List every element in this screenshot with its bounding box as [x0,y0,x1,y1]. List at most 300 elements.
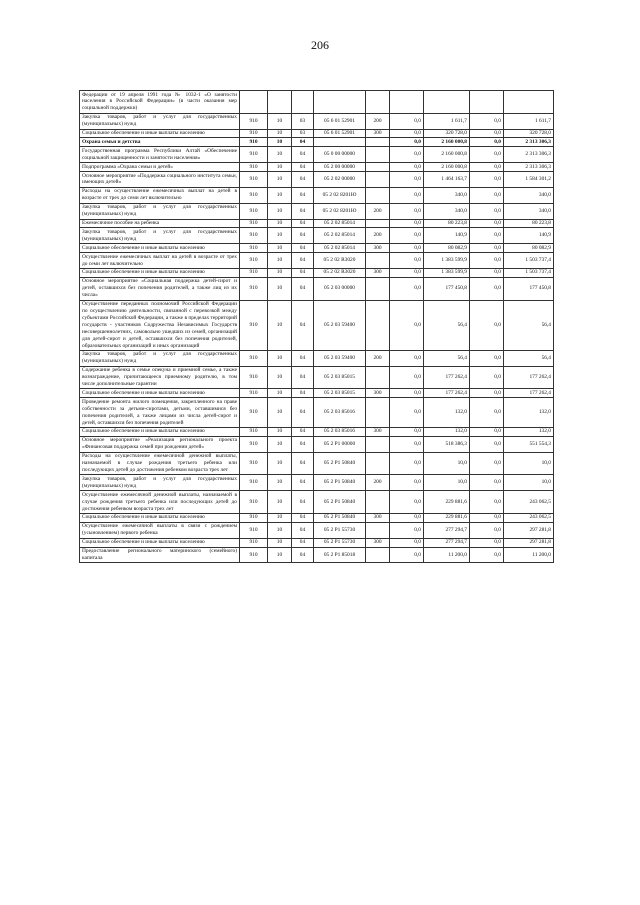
cell-ministry-code: 910 [240,244,268,253]
cell-amount-1: 0,0 [390,300,424,350]
cell-expense-type [366,522,390,538]
cell-target-article: 05 2 03 00000 [314,277,366,300]
cell-ministry-code: 910 [240,163,268,172]
cell-expense-type: 200 [366,203,390,219]
table-row [80,475,554,491]
cell-ministry-code: 910 [240,491,268,514]
cell-amount-2: 56,4 [424,350,470,366]
cell-name: Основное мероприятие «Социальная поддержка детей-сирот и детей, оставшихся без попечения родителей, а также лиц из их числа» [80,277,240,300]
table-row [80,398,554,428]
cell-amount-2: 132,0 [424,427,470,436]
cell-amount-2: 340,0 [424,203,470,219]
cell-subsection-code: 04 [292,172,314,188]
table-row [80,300,554,350]
cell-ministry-code: 910 [240,547,268,563]
table-row [80,163,554,172]
cell-amount-2: 340,0 [424,187,470,203]
cell-amount-3: 0,0 [470,277,504,300]
cell-subsection-code: 04 [292,522,314,538]
cell-amount-1: 0,0 [390,427,424,436]
cell-target-article: 05 2 02 85014 [314,228,366,244]
cell-target-article: 05 2 P1 50840 [314,491,366,514]
cell-expense-type [366,452,390,475]
cell-ministry-code: 910 [240,475,268,491]
cell-name: Федерации от 19 апреля 1991 года № 1032-1 «О занятости населения в Российской Федерации» (в части оказания мер социальной поддержки) [80,91,240,114]
table-row [80,113,554,129]
table-row [80,253,554,269]
table-row [80,436,554,452]
cell-ministry-code: 910 [240,277,268,300]
cell-amount-1: 0,0 [390,138,424,147]
table-row [80,172,554,188]
table-row [80,513,554,522]
cell-ministry-code: 910 [240,366,268,389]
cell-subsection-code: 04 [292,350,314,366]
cell-amount-4: 10,0 [504,452,554,475]
cell-expense-type: 300 [366,389,390,398]
table-row [80,366,554,389]
cell-amount-2: 229 881,6 [424,513,470,522]
cell-amount-3: 0,0 [470,475,504,491]
cell-target-article: 05 6 01 52901 [314,113,366,129]
cell-amount-3: 0,0 [470,398,504,428]
cell-amount-2: 80 082,9 [424,244,470,253]
cell-amount-1: 0,0 [390,350,424,366]
cell-section-code: 10 [268,203,292,219]
cell-subsection-code: 03 [292,129,314,138]
cell-amount-3: 0,0 [470,389,504,398]
cell-subsection-code: 04 [292,268,314,277]
cell-amount-3: 0,0 [470,350,504,366]
cell-section-code: 10 [268,147,292,163]
cell-ministry-code: 910 [240,452,268,475]
cell-expense-type: 200 [366,113,390,129]
cell-amount-3: 0,0 [470,547,504,563]
cell-section-code: 10 [268,452,292,475]
cell-name: Предоставление регионального материнского (семейного) капитала [80,547,240,563]
cell-amount-1: 0,0 [390,475,424,491]
cell-ministry-code: 910 [240,228,268,244]
cell-expense-type [366,219,390,228]
cell-ministry-code: 910 [240,147,268,163]
cell-section-code: 10 [268,228,292,244]
cell-amount-4: 10,0 [504,475,554,491]
table-row [80,228,554,244]
cell-amount-2 [424,91,470,114]
cell-amount-1: 0,0 [390,244,424,253]
cell-name: Государственная программа Республики Алтай «Обеспечение социальной защищенности и занятости населения» [80,147,240,163]
cell-amount-2: 132,0 [424,398,470,428]
cell-amount-2: 1 383 599,9 [424,268,470,277]
cell-ministry-code: 910 [240,350,268,366]
cell-target-article: 05 2 03 59400 [314,350,366,366]
cell-subsection-code: 04 [292,219,314,228]
cell-section-code: 10 [268,436,292,452]
cell-amount-3: 0,0 [470,491,504,514]
cell-amount-1: 0,0 [390,113,424,129]
cell-subsection-code: 04 [292,187,314,203]
cell-name: Проведение ремонта жилого помещения, закрепленного на праве собственности за детьми-сиротами, детьми, оставшимися без попечения родителей, а также лицами из числа детей-сирот и детей, оставшихся без попечения родителей [80,398,240,428]
cell-amount-2: 2 160 000,8 [424,138,470,147]
cell-amount-4: 177 262,4 [504,389,554,398]
cell-subsection-code: 04 [292,436,314,452]
cell-name: Расходы на осуществление ежемесячной денежной выплаты, назначаемой в случае рождения третьего ребенка или последующих детей до достижения ребенком возраста трех лет [80,452,240,475]
cell-section-code: 10 [268,129,292,138]
cell-amount-1: 0,0 [390,277,424,300]
cell-amount-1: 0,0 [390,491,424,514]
cell-amount-1 [390,91,424,114]
cell-amount-1: 0,0 [390,203,424,219]
cell-section-code: 10 [268,138,292,147]
cell-subsection-code: 04 [292,547,314,563]
table-row [80,187,554,203]
cell-target-article: 05 2 03 59400 [314,300,366,350]
cell-section-code: 10 [268,113,292,129]
cell-amount-1: 0,0 [390,228,424,244]
cell-section-code: 10 [268,244,292,253]
cell-expense-type [366,366,390,389]
cell-amount-4: 320 728,0 [504,129,554,138]
cell-amount-1: 0,0 [390,398,424,428]
cell-amount-4: 1 503 737,4 [504,253,554,269]
cell-subsection-code: 04 [292,228,314,244]
cell-amount-1: 0,0 [390,187,424,203]
cell-expense-type [366,398,390,428]
cell-expense-type [366,491,390,514]
cell-subsection-code: 04 [292,163,314,172]
cell-subsection-code: 04 [292,138,314,147]
cell-ministry-code: 910 [240,427,268,436]
cell-subsection-code: 04 [292,491,314,514]
table-row [80,277,554,300]
cell-amount-1: 0,0 [390,219,424,228]
cell-section-code: 10 [268,163,292,172]
cell-expense-type [366,172,390,188]
cell-subsection-code: 04 [292,277,314,300]
cell-expense-type [366,91,390,114]
cell-section-code: 10 [268,277,292,300]
cell-amount-3: 0,0 [470,244,504,253]
cell-amount-2: 1 383 599,9 [424,253,470,269]
table-row [80,522,554,538]
cell-section-code: 10 [268,187,292,203]
cell-amount-2: 56,4 [424,300,470,350]
cell-subsection-code [292,91,314,114]
cell-name: Охрана семьи и детства [80,138,240,147]
cell-amount-4: 2 313 306,3 [504,163,554,172]
cell-subsection-code: 04 [292,398,314,428]
cell-name: Осуществление переданных полномочий Российской Федерации по осуществлению деятельности, связанной с перевозкой между субъектами Российской Федерации, а также в пределах территорий государств - участников Содружества Независимых Государств несовершеннолетних, самовольно ушедших из семей, организаций для детей-сирот и детей, оставшихся без попечения родителей, образовательных организаций и иных организаций [80,300,240,350]
table-row [80,452,554,475]
cell-ministry-code [240,91,268,114]
cell-target-article: 05 2 03 85015 [314,366,366,389]
cell-subsection-code: 03 [292,113,314,129]
cell-target-article: 05 2 P1 55730 [314,538,366,547]
cell-amount-4: 140,9 [504,228,554,244]
cell-expense-type: 300 [366,129,390,138]
cell-ministry-code: 910 [240,113,268,129]
cell-name: Осуществление ежемесячной выплаты в связи с рождением (усыновлением) первого ребенка [80,522,240,538]
table-row [80,129,554,138]
cell-amount-3: 0,0 [470,219,504,228]
cell-section-code: 10 [268,300,292,350]
cell-amount-4: 297 281,8 [504,538,554,547]
cell-amount-2: 177 262,4 [424,366,470,389]
cell-amount-3: 0,0 [470,113,504,129]
cell-expense-type [366,547,390,563]
cell-amount-4: 340,0 [504,187,554,203]
cell-amount-2: 140,9 [424,228,470,244]
cell-target-article: 05 2 P1 00000 [314,436,366,452]
cell-target-article: 05 2 03 85016 [314,398,366,428]
cell-subsection-code: 04 [292,253,314,269]
cell-amount-4: 177 450,8 [504,277,554,300]
cell-amount-1: 0,0 [390,538,424,547]
cell-name: Социальное обеспечение и иные выплаты населению [80,538,240,547]
cell-expense-type [366,277,390,300]
cell-section-code: 10 [268,253,292,269]
cell-ministry-code: 910 [240,129,268,138]
cell-target-article: 05 2 02 R3020 [314,268,366,277]
cell-amount-1: 0,0 [390,389,424,398]
cell-amount-2: 2 160 000,8 [424,163,470,172]
cell-section-code: 10 [268,268,292,277]
cell-name: Основное мероприятие «Реализация регионального проекта «Финансовая поддержка семей при рождении детей» [80,436,240,452]
cell-name: Осуществление ежемесячных выплат на детей в возрасте от трех до семи лет включительно [80,253,240,269]
cell-amount-1: 0,0 [390,163,424,172]
cell-amount-1: 0,0 [390,436,424,452]
cell-section-code: 10 [268,522,292,538]
cell-ministry-code: 910 [240,187,268,203]
cell-target-article [314,138,366,147]
cell-section-code [268,91,292,114]
cell-target-article: 05 2 03 85015 [314,389,366,398]
cell-target-article: 05 2 P1 85018 [314,547,366,563]
cell-section-code: 10 [268,389,292,398]
cell-name: Закупка товаров, работ и услуг для государственных (муниципальных) нужд [80,228,240,244]
cell-amount-3: 0,0 [470,172,504,188]
table-row [80,147,554,163]
cell-name: Закупка товаров, работ и услуг для государственных (муниципальных) нужд [80,203,240,219]
cell-amount-1: 0,0 [390,366,424,389]
cell-amount-3: 0,0 [470,268,504,277]
cell-target-article [314,91,366,114]
cell-ministry-code: 910 [240,300,268,350]
cell-amount-3: 0,0 [470,228,504,244]
table-row [80,547,554,563]
cell-expense-type [366,187,390,203]
cell-subsection-code: 04 [292,452,314,475]
cell-ministry-code: 910 [240,436,268,452]
cell-section-code: 10 [268,475,292,491]
cell-expense-type [366,253,390,269]
cell-name: Закупка товаров, работ и услуг для государственных (муниципальных) нужд [80,113,240,129]
cell-section-code: 10 [268,513,292,522]
cell-subsection-code: 04 [292,203,314,219]
cell-subsection-code: 04 [292,389,314,398]
cell-amount-1: 0,0 [390,547,424,563]
cell-amount-4: 2 313 306,3 [504,138,554,147]
cell-amount-3: 0,0 [470,538,504,547]
cell-amount-3: 0,0 [470,452,504,475]
table-row [80,350,554,366]
cell-subsection-code: 04 [292,300,314,350]
table-body [80,91,554,563]
cell-amount-4: 2 313 306,3 [504,147,554,163]
budget-table [79,90,554,563]
cell-ministry-code: 910 [240,522,268,538]
page-number: 206 [311,38,329,52]
cell-amount-1: 0,0 [390,452,424,475]
cell-amount-3: 0,0 [470,187,504,203]
cell-amount-1: 0,0 [390,522,424,538]
cell-amount-4: 1 584 301,2 [504,172,554,188]
cell-amount-3: 0,0 [470,366,504,389]
table-row [80,219,554,228]
cell-amount-4 [504,91,554,114]
cell-amount-3: 0,0 [470,129,504,138]
table-row [80,491,554,514]
cell-name: Социальное обеспечение и иные выплаты населению [80,268,240,277]
table-row [80,91,554,114]
cell-expense-type [366,163,390,172]
cell-target-article: 05 2 02 85014 [314,244,366,253]
cell-ministry-code: 910 [240,389,268,398]
cell-name: Социальное обеспечение и иные выплаты населению [80,244,240,253]
cell-ministry-code: 910 [240,138,268,147]
cell-amount-3: 0,0 [470,203,504,219]
cell-amount-3: 0,0 [470,513,504,522]
cell-amount-2: 177 262,4 [424,389,470,398]
cell-amount-3: 0,0 [470,427,504,436]
cell-section-code: 10 [268,491,292,514]
cell-amount-1: 0,0 [390,172,424,188]
cell-ministry-code: 910 [240,538,268,547]
cell-subsection-code: 04 [292,147,314,163]
cell-expense-type [366,436,390,452]
cell-amount-3: 0,0 [470,522,504,538]
cell-expense-type: 300 [366,538,390,547]
cell-section-code: 10 [268,366,292,389]
cell-name: Закупка товаров, работ и услуг для государственных (муниципальных) нужд [80,475,240,491]
cell-amount-2: 10,0 [424,475,470,491]
cell-amount-2: 518 386,3 [424,436,470,452]
cell-amount-3: 0,0 [470,300,504,350]
cell-target-article: 05 2 02 85014 [314,219,366,228]
cell-section-code: 10 [268,350,292,366]
table-row [80,427,554,436]
cell-target-article: 05 2 02 00000 [314,172,366,188]
cell-name: Расходы на осуществление ежемесячных выплат на детей в возрасте от трех до семи лет включительно [80,187,240,203]
cell-target-article: 05 2 02 R3020 [314,253,366,269]
table-row [80,203,554,219]
cell-target-article: 05 0 00 00000 [314,147,366,163]
cell-amount-1: 0,0 [390,253,424,269]
cell-amount-2: 277 294,7 [424,522,470,538]
cell-amount-4: 56,4 [504,350,554,366]
cell-target-article: 05 2 02 8201Ю [314,203,366,219]
cell-amount-3: 0,0 [470,253,504,269]
cell-target-article: 05 6 01 52901 [314,129,366,138]
cell-subsection-code: 04 [292,244,314,253]
cell-subsection-code: 04 [292,538,314,547]
cell-amount-3 [470,91,504,114]
cell-amount-3: 0,0 [470,138,504,147]
cell-amount-2: 229 881,6 [424,491,470,514]
cell-expense-type: 300 [366,268,390,277]
cell-subsection-code: 04 [292,475,314,491]
cell-amount-2: 177 450,8 [424,277,470,300]
cell-section-code: 10 [268,538,292,547]
cell-ministry-code: 910 [240,268,268,277]
cell-amount-4: 80 082,9 [504,244,554,253]
cell-target-article: 05 2 P1 50840 [314,452,366,475]
cell-amount-4: 177 262,4 [504,366,554,389]
cell-amount-2: 320 728,0 [424,129,470,138]
cell-amount-2: 11 200,0 [424,547,470,563]
cell-target-article: 05 2 02 8201Ю [314,187,366,203]
cell-amount-4: 551 554,3 [504,436,554,452]
cell-ministry-code: 910 [240,513,268,522]
cell-name: Подпрограмма «Охрана семьи и детей» [80,163,240,172]
cell-target-article: 05 2 P1 50840 [314,513,366,522]
cell-section-code: 10 [268,219,292,228]
cell-amount-2: 10,0 [424,452,470,475]
cell-amount-4: 56,4 [504,300,554,350]
cell-name: Основное мероприятие «Поддержка социального института семьи, имеющих детей» [80,172,240,188]
cell-amount-1: 0,0 [390,129,424,138]
cell-amount-2: 2 160 000,8 [424,147,470,163]
cell-amount-2: 1 464 163,7 [424,172,470,188]
cell-amount-2: 277 294,7 [424,538,470,547]
cell-name: Содержание ребенка в семье опекуна и приемной семье, а также вознаграждение, причитающееся приемному родителю, в том числе дополнительные гарантии [80,366,240,389]
cell-name: Осуществление ежемесячной денежной выплаты, назначаемой в случае рождения третьего ребенка или последующих детей до достижения ребенком возраста трех лет [80,491,240,514]
table-row [80,138,554,147]
cell-expense-type: 300 [366,244,390,253]
cell-target-article: 05 2 00 00000 [314,163,366,172]
cell-name: Социальное обеспечение и иные выплаты населению [80,513,240,522]
cell-amount-1: 0,0 [390,513,424,522]
cell-amount-4: 11 200,0 [504,547,554,563]
cell-expense-type: 200 [366,475,390,491]
cell-amount-2: 80 223,8 [424,219,470,228]
table-row [80,389,554,398]
cell-expense-type: 200 [366,228,390,244]
table-row [80,538,554,547]
table-row [80,244,554,253]
cell-amount-3: 0,0 [470,163,504,172]
cell-name: Закупка товаров, работ и услуг для государственных (муниципальных) нужд [80,350,240,366]
cell-section-code: 10 [268,398,292,428]
cell-name: Социальное обеспечение и иные выплаты населению [80,389,240,398]
cell-subsection-code: 04 [292,513,314,522]
cell-target-article: 05 2 03 85016 [314,427,366,436]
cell-expense-type [366,147,390,163]
cell-ministry-code: 910 [240,398,268,428]
cell-amount-4: 340,0 [504,203,554,219]
cell-expense-type: 200 [366,350,390,366]
cell-ministry-code: 910 [240,172,268,188]
cell-ministry-code: 910 [240,219,268,228]
cell-name: Социальное обеспечение и иные выплаты населению [80,427,240,436]
cell-amount-4: 132,0 [504,398,554,428]
cell-amount-4: 80 223,8 [504,219,554,228]
cell-subsection-code: 04 [292,366,314,389]
cell-amount-4: 243 062,5 [504,491,554,514]
cell-amount-3: 0,0 [470,436,504,452]
table-row [80,268,554,277]
cell-amount-4: 1 503 737,4 [504,268,554,277]
